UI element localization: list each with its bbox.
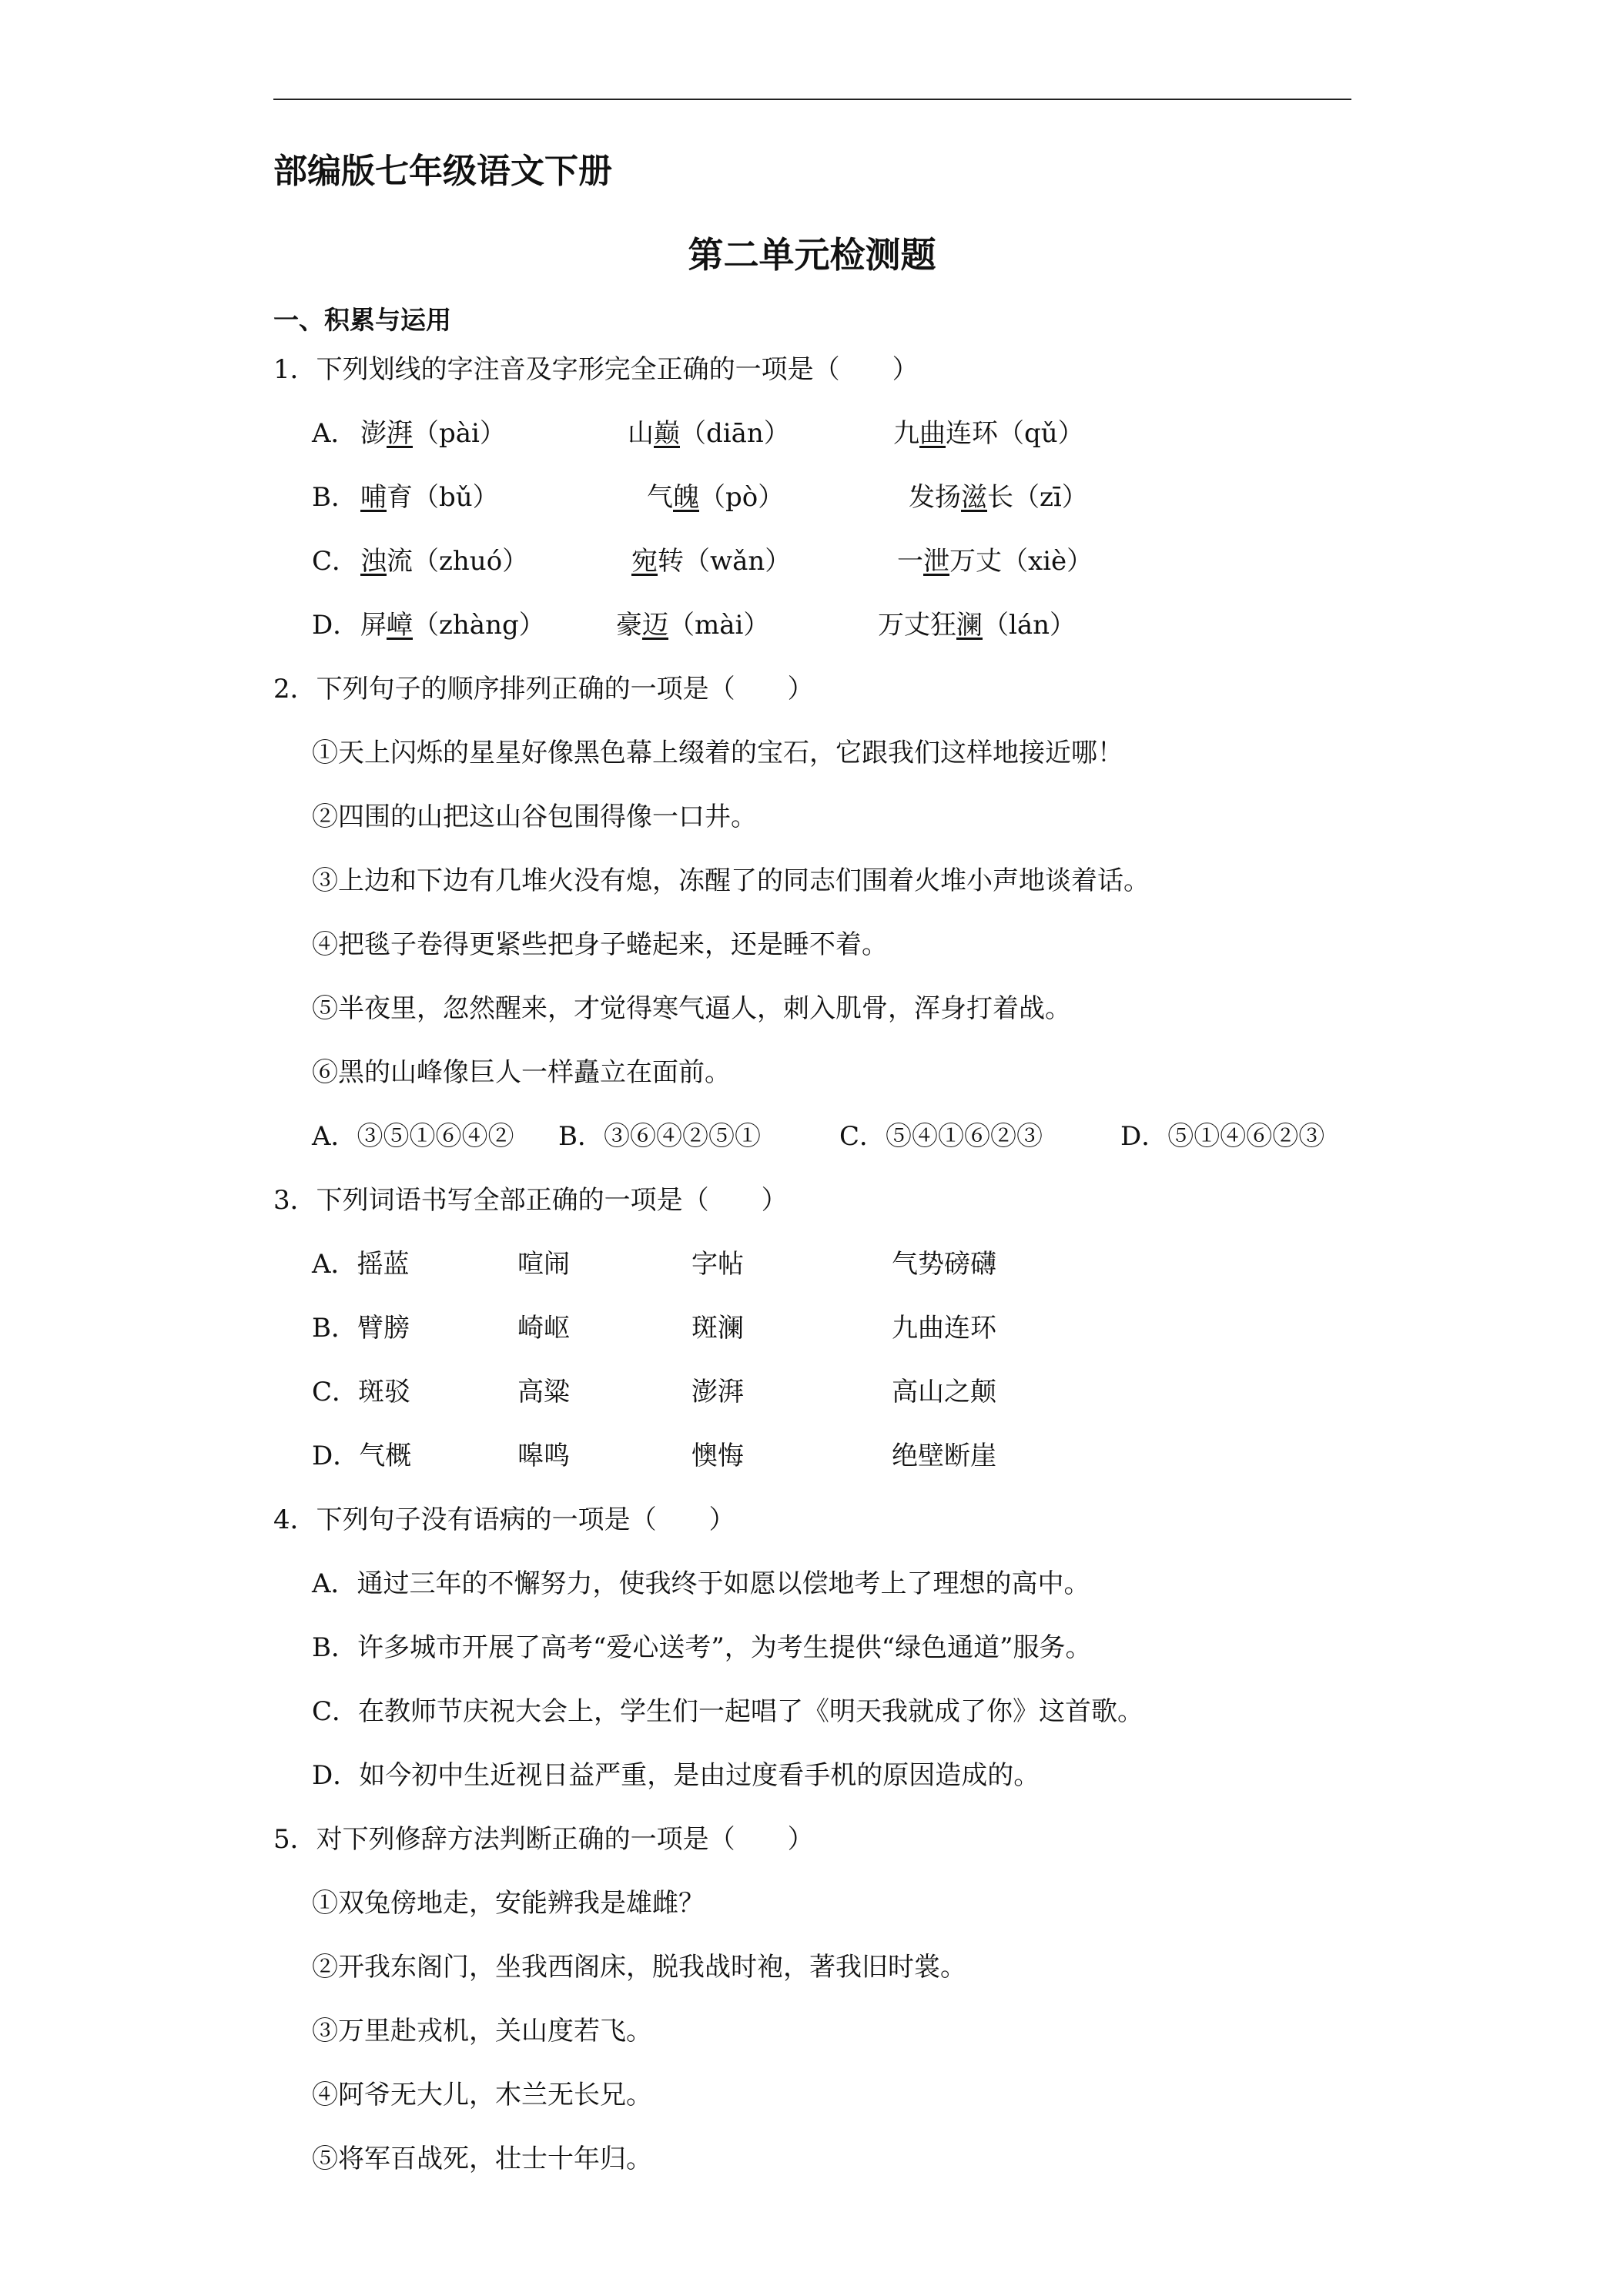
q3-word: 绝壁断崖 — [892, 1441, 996, 1471]
q3-word: 九曲连环 — [892, 1313, 996, 1344]
q1-option-label: C． — [312, 546, 359, 577]
q3-word: 崎岖 — [517, 1313, 570, 1344]
q1-item: 豪迈（mài） — [616, 610, 770, 641]
q1-item: 发扬滋长（zī） — [909, 482, 1088, 513]
q3-stem: 3．下列词语书写全部正确的一项是（ ） — [273, 1185, 788, 1216]
q2-sentence: ⑤半夜里，忽然醒来，才觉得寒气逼人，刺入肌骨，浑身打着战。 — [312, 993, 1071, 1024]
q2-stem: 2．下列句子的顺序排列正确的一项是（ ） — [273, 674, 814, 705]
q2-answer: C．⑤④①⑥②③ — [839, 1121, 1043, 1152]
q4-stem: 4．下列句子没有语病的一项是（ ） — [273, 1504, 735, 1535]
q2-sentence: ②四围的山把这山谷包围得像一口井。 — [312, 802, 757, 832]
q3-word: B．臂膀 — [312, 1313, 410, 1344]
q2-answer: A．③⑤①⑥④② — [312, 1121, 514, 1152]
q1-stem: 1．下列划线的字注音及字形完全正确的一项是（ ） — [273, 354, 919, 385]
q3-word: 气势磅礴 — [892, 1249, 996, 1280]
q3-word: 喧闹 — [517, 1249, 570, 1280]
q3-word: 嗥鸣 — [517, 1441, 570, 1471]
book-title: 部编版七年级语文下册 — [273, 152, 612, 191]
q1-item: 屏嶂（zhàng） — [360, 610, 545, 641]
q3-word: 澎湃 — [691, 1377, 744, 1407]
q1-item: 万丈狂澜（lán） — [878, 610, 1077, 641]
q5-sentence: ⑤将军百战死，壮士十年归。 — [312, 2144, 652, 2174]
q3-word: C．斑驳 — [312, 1377, 411, 1407]
q1-option-label: A． — [312, 418, 357, 449]
header-rule — [273, 99, 1351, 100]
unit-title: 第二单元检测题 — [688, 234, 936, 276]
q1-item: 山巅（diān） — [628, 418, 790, 449]
q1-option-label: B． — [312, 482, 357, 513]
q2-sentence: ①天上闪烁的星星好像黑色幕上缀着的宝石，它跟我们这样地接近哪！ — [312, 738, 1123, 768]
q5-stem: 5．对下列修辞方法判断正确的一项是（ ） — [273, 1824, 814, 1855]
q5-sentence: ④阿爷无大儿，木兰无长兄。 — [312, 2080, 652, 2110]
q3-word: A．摇蓝 — [312, 1249, 410, 1280]
q2-sentence: ④把毯子卷得更紧些把身子蜷起来，还是睡不着。 — [312, 929, 888, 960]
q4-option: D．如今初中生近视日益严重，是由过度看手机的原因造成的。 — [312, 1760, 1040, 1791]
q1-item: 气魄（pò） — [647, 482, 785, 513]
q3-word: 高粱 — [517, 1377, 570, 1407]
q1-item: 宛转（wǎn） — [631, 546, 792, 577]
q1-item: 一泄万丈（xiè） — [897, 546, 1093, 577]
section-title: 一、积累与运用 — [273, 305, 451, 335]
q4-option: B．许多城市开展了高考“爱心送考”，为考生提供“绿色通道”服务。 — [312, 1632, 1092, 1663]
q5-sentence: ③万里赴戎机，关山度若飞。 — [312, 2016, 652, 2047]
q4-option: C．在教师节庆祝大会上，学生们一起唱了《明天我就成了你》这首歌。 — [312, 1696, 1144, 1727]
q1-item: 九曲连环（qǔ） — [893, 418, 1084, 449]
q2-answer: B．③⑥④②⑤① — [558, 1121, 761, 1152]
q2-answer: D．⑤①④⑥②③ — [1120, 1121, 1325, 1152]
q2-sentence: ⑥黑的山峰像巨人一样矗立在面前。 — [312, 1057, 731, 1088]
q3-word: 斑澜 — [691, 1313, 744, 1344]
q1-item: 哺育（bǔ） — [360, 482, 499, 513]
q5-sentence: ①双兔傍地走，安能辨我是雄雌？ — [312, 1888, 705, 1919]
q1-item: 澎湃（pài） — [360, 418, 506, 449]
q3-word: 字帖 — [691, 1249, 744, 1280]
q1-item: 浊流（zhuó） — [360, 546, 529, 577]
q3-word: D．气概 — [312, 1441, 412, 1471]
q3-word: 高山之颠 — [892, 1377, 996, 1407]
q5-sentence: ②开我东阁门，坐我西阁床，脱我战时袍，著我旧时裳。 — [312, 1952, 966, 1983]
q4-option: A．通过三年的不懈努力，使我终于如愿以偿地考上了理想的高中。 — [312, 1568, 1090, 1599]
q2-sentence: ③上边和下边有几堆火没有熄，冻醒了的同志们围着火堆小声地谈着话。 — [312, 865, 1150, 896]
q1-option-label: D． — [312, 610, 360, 641]
q3-word: 懊悔 — [691, 1441, 744, 1471]
